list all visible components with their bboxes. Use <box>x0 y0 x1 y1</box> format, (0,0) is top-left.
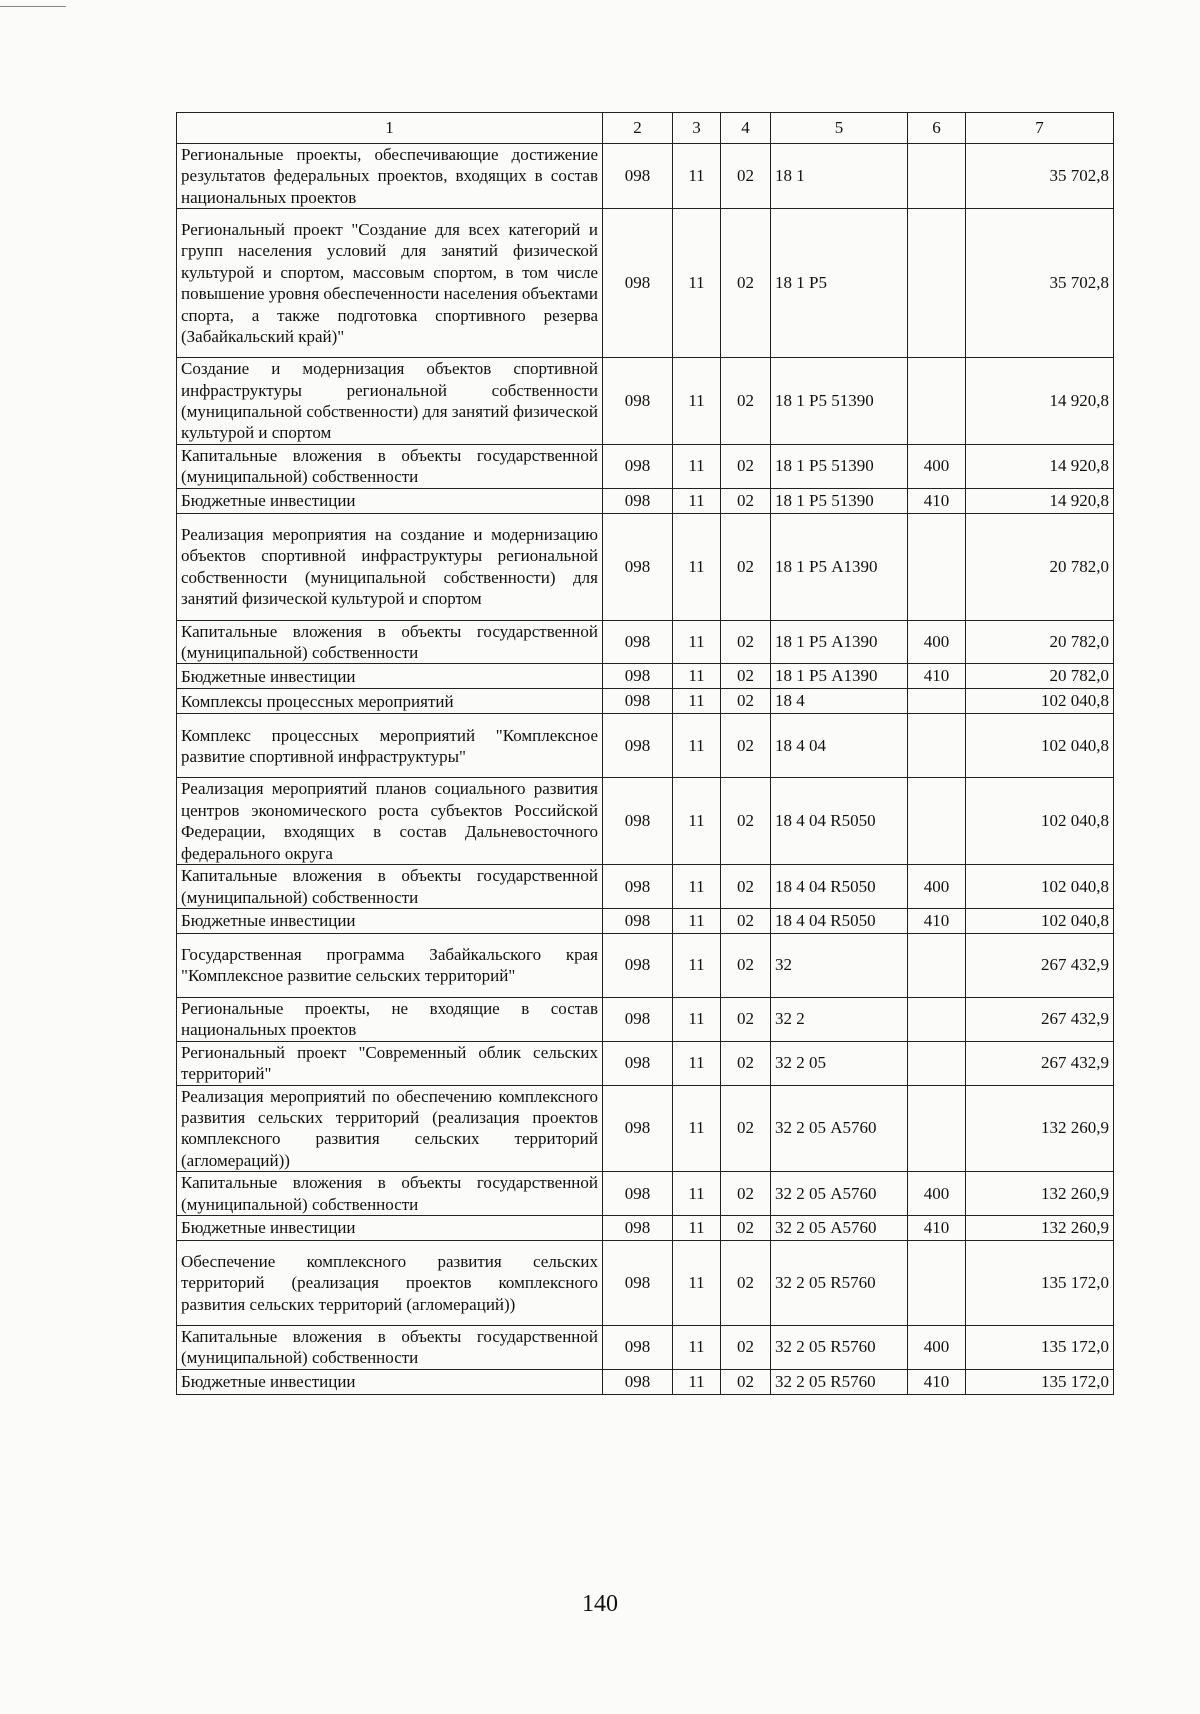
row-amount-cell: 267 432,9 <box>966 997 1114 1041</box>
row-subsection-cell: 02 <box>721 144 771 209</box>
row-grbs-cell: 098 <box>603 144 673 209</box>
row-subsection-cell: 02 <box>721 778 771 865</box>
row-section-cell: 11 <box>673 689 721 714</box>
scan-corner-mark <box>0 6 66 7</box>
row-amount-cell: 135 172,0 <box>966 1325 1114 1369</box>
row-name-cell: Капитальные вложения в объекты государственной (муниципальной) собственности <box>177 865 603 909</box>
row-subsection-cell: 02 <box>721 865 771 909</box>
row-subsection-cell: 02 <box>721 908 771 933</box>
row-subsection-cell: 02 <box>721 1369 771 1394</box>
row-expense-type-cell <box>908 997 966 1041</box>
table-row <box>177 144 1114 209</box>
row-subsection-cell: 02 <box>721 1085 771 1172</box>
row-target-code-cell: 18 1 Р5 51390 <box>771 444 908 488</box>
row-subsection-cell: 02 <box>721 933 771 997</box>
row-section-cell: 11 <box>673 444 721 488</box>
row-section-cell: 11 <box>673 1325 721 1369</box>
table-row <box>177 1172 1114 1216</box>
row-grbs-cell: 098 <box>603 1240 673 1325</box>
header-cell-3: 3 <box>673 113 721 144</box>
row-grbs-cell: 098 <box>603 209 673 358</box>
row-section-cell: 11 <box>673 513 721 620</box>
table-row <box>177 488 1114 513</box>
row-name-cell: Обеспечение комплексного развития сельских территорий (реализация проектов комплексного развития сельских территорий (агломераций)) <box>177 1240 603 1325</box>
row-target-code-cell: 32 2 <box>771 997 908 1041</box>
table-row <box>177 1085 1114 1172</box>
row-name-cell: Бюджетные инвестиции <box>177 908 603 933</box>
row-expense-type-cell: 410 <box>908 908 966 933</box>
row-grbs-cell: 098 <box>603 908 673 933</box>
row-grbs-cell: 098 <box>603 358 673 445</box>
table-row <box>177 1215 1114 1240</box>
row-subsection-cell: 02 <box>721 513 771 620</box>
row-target-code-cell: 18 1 Р5 А1390 <box>771 513 908 620</box>
row-target-code-cell: 18 1 <box>771 144 908 209</box>
row-section-cell: 11 <box>673 1172 721 1216</box>
row-target-code-cell: 32 2 05 <box>771 1041 908 1085</box>
row-grbs-cell: 098 <box>603 620 673 664</box>
row-expense-type-cell <box>908 1085 966 1172</box>
row-subsection-cell: 02 <box>721 488 771 513</box>
row-grbs-cell: 098 <box>603 933 673 997</box>
row-subsection-cell: 02 <box>721 997 771 1041</box>
row-subsection-cell: 02 <box>721 444 771 488</box>
row-target-code-cell: 32 2 05 R5760 <box>771 1240 908 1325</box>
budget-table <box>176 112 1114 1395</box>
row-name-cell: Бюджетные инвестиции <box>177 1215 603 1240</box>
table-row <box>177 714 1114 778</box>
page-number: 140 <box>582 1591 618 1617</box>
row-name-cell: Реализация мероприятия на создание и модернизацию объектов спортивной инфраструктуры региональной собственности (муниципальной собственности) для занятий физической культурой и спортом <box>177 513 603 620</box>
row-target-code-cell: 32 2 05 R5760 <box>771 1369 908 1394</box>
table-row <box>177 664 1114 689</box>
row-expense-type-cell: 400 <box>908 620 966 664</box>
row-target-code-cell: 18 1 Р5 А1390 <box>771 620 908 664</box>
row-expense-type-cell <box>908 513 966 620</box>
row-section-cell: 11 <box>673 209 721 358</box>
row-section-cell: 11 <box>673 778 721 865</box>
row-section-cell: 11 <box>673 358 721 445</box>
row-name-cell: Комплекс процессных мероприятий "Комплексное развитие спортивной инфраструктуры" <box>177 714 603 778</box>
row-name-cell: Региональные проекты, обеспечивающие достижение результатов федеральных проектов, входящих в состав национальных проектов <box>177 144 603 209</box>
row-expense-type-cell <box>908 358 966 445</box>
row-expense-type-cell <box>908 778 966 865</box>
table-row <box>177 997 1114 1041</box>
row-expense-type-cell <box>908 689 966 714</box>
row-section-cell: 11 <box>673 714 721 778</box>
table-row <box>177 933 1114 997</box>
row-target-code-cell: 18 4 <box>771 689 908 714</box>
row-amount-cell: 102 040,8 <box>966 714 1114 778</box>
table-row <box>177 209 1114 358</box>
row-expense-type-cell: 400 <box>908 865 966 909</box>
row-name-cell: Капитальные вложения в объекты государственной (муниципальной) собственности <box>177 1172 603 1216</box>
header-cell-2: 2 <box>603 113 673 144</box>
row-amount-cell: 135 172,0 <box>966 1369 1114 1394</box>
row-grbs-cell: 098 <box>603 997 673 1041</box>
header-cell-5: 5 <box>771 113 908 144</box>
row-section-cell: 11 <box>673 1240 721 1325</box>
row-amount-cell: 20 782,0 <box>966 620 1114 664</box>
header-cell-1: 1 <box>177 113 603 144</box>
row-section-cell: 11 <box>673 997 721 1041</box>
row-grbs-cell: 098 <box>603 1041 673 1085</box>
row-grbs-cell: 098 <box>603 1172 673 1216</box>
row-expense-type-cell <box>908 209 966 358</box>
row-name-cell: Государственная программа Забайкальского края "Комплексное развитие сельских территорий" <box>177 933 603 997</box>
row-amount-cell: 20 782,0 <box>966 513 1114 620</box>
row-amount-cell: 102 040,8 <box>966 908 1114 933</box>
row-expense-type-cell: 400 <box>908 1325 966 1369</box>
row-grbs-cell: 098 <box>603 444 673 488</box>
row-subsection-cell: 02 <box>721 209 771 358</box>
row-name-cell: Капитальные вложения в объекты государственной (муниципальной) собственности <box>177 444 603 488</box>
row-subsection-cell: 02 <box>721 664 771 689</box>
row-amount-cell: 20 782,0 <box>966 664 1114 689</box>
row-name-cell: Капитальные вложения в объекты государственной (муниципальной) собственности <box>177 1325 603 1369</box>
row-expense-type-cell: 410 <box>908 1369 966 1394</box>
row-target-code-cell: 18 4 04 <box>771 714 908 778</box>
table-row <box>177 358 1114 445</box>
table-row <box>177 689 1114 714</box>
row-amount-cell: 102 040,8 <box>966 778 1114 865</box>
row-grbs-cell: 098 <box>603 1085 673 1172</box>
row-expense-type-cell <box>908 933 966 997</box>
row-grbs-cell: 098 <box>603 664 673 689</box>
row-amount-cell: 132 260,9 <box>966 1172 1114 1216</box>
row-target-code-cell: 32 2 05 А5760 <box>771 1172 908 1216</box>
row-subsection-cell: 02 <box>721 1041 771 1085</box>
row-amount-cell: 135 172,0 <box>966 1240 1114 1325</box>
row-amount-cell: 14 920,8 <box>966 358 1114 445</box>
row-grbs-cell: 098 <box>603 1215 673 1240</box>
row-name-cell: Региональные проекты, не входящие в состав национальных проектов <box>177 997 603 1041</box>
table-row <box>177 1240 1114 1325</box>
row-name-cell: Региональный проект "Создание для всех категорий и групп населения условий для занятий физической культурой и спортом, массовым спортом, в том числе повышение уровня обеспеченности населения объектами спорта, а также подготовка спортивного резерва (Забайкальский край)" <box>177 209 603 358</box>
row-section-cell: 11 <box>673 908 721 933</box>
row-expense-type-cell: 410 <box>908 488 966 513</box>
row-subsection-cell: 02 <box>721 1240 771 1325</box>
row-expense-type-cell <box>908 714 966 778</box>
row-name-cell: Реализация мероприятий планов социального развития центров экономического роста субъектов Российской Федерации, входящих в состав Дальневосточного федерального округа <box>177 778 603 865</box>
header-cell-7: 7 <box>966 113 1114 144</box>
row-target-code-cell: 18 1 Р5 <box>771 209 908 358</box>
row-section-cell: 11 <box>673 620 721 664</box>
row-grbs-cell: 098 <box>603 488 673 513</box>
row-grbs-cell: 098 <box>603 1325 673 1369</box>
row-grbs-cell: 098 <box>603 689 673 714</box>
row-section-cell: 11 <box>673 865 721 909</box>
row-expense-type-cell: 410 <box>908 1215 966 1240</box>
row-grbs-cell: 098 <box>603 778 673 865</box>
row-target-code-cell: 18 4 04 R5050 <box>771 778 908 865</box>
row-expense-type-cell: 400 <box>908 444 966 488</box>
table-row <box>177 513 1114 620</box>
row-expense-type-cell <box>908 144 966 209</box>
row-expense-type-cell <box>908 1041 966 1085</box>
row-amount-cell: 102 040,8 <box>966 865 1114 909</box>
table-row <box>177 620 1114 664</box>
row-amount-cell: 14 920,8 <box>966 488 1114 513</box>
row-subsection-cell: 02 <box>721 1172 771 1216</box>
table-row <box>177 908 1114 933</box>
row-amount-cell: 102 040,8 <box>966 689 1114 714</box>
row-expense-type-cell <box>908 1240 966 1325</box>
header-row <box>177 113 1114 144</box>
row-name-cell: Региональный проект "Современный облик сельских территорий" <box>177 1041 603 1085</box>
row-name-cell: Бюджетные инвестиции <box>177 664 603 689</box>
row-target-code-cell: 18 1 Р5 А1390 <box>771 664 908 689</box>
header-cell-6: 6 <box>908 113 966 144</box>
row-section-cell: 11 <box>673 1085 721 1172</box>
row-section-cell: 11 <box>673 1041 721 1085</box>
row-subsection-cell: 02 <box>721 358 771 445</box>
row-amount-cell: 132 260,9 <box>966 1085 1114 1172</box>
row-section-cell: 11 <box>673 144 721 209</box>
row-name-cell: Бюджетные инвестиции <box>177 1369 603 1394</box>
row-target-code-cell: 18 1 Р5 51390 <box>771 488 908 513</box>
row-target-code-cell: 18 1 Р5 51390 <box>771 358 908 445</box>
row-subsection-cell: 02 <box>721 1325 771 1369</box>
row-amount-cell: 132 260,9 <box>966 1215 1114 1240</box>
row-name-cell: Капитальные вложения в объекты государственной (муниципальной) собственности <box>177 620 603 664</box>
row-target-code-cell: 32 2 05 R5760 <box>771 1325 908 1369</box>
table-row <box>177 865 1114 909</box>
row-grbs-cell: 098 <box>603 714 673 778</box>
header-cell-4: 4 <box>721 113 771 144</box>
row-target-code-cell: 18 4 04 R5050 <box>771 908 908 933</box>
row-subsection-cell: 02 <box>721 1215 771 1240</box>
row-section-cell: 11 <box>673 1215 721 1240</box>
row-subsection-cell: 02 <box>721 620 771 664</box>
row-grbs-cell: 098 <box>603 865 673 909</box>
row-section-cell: 11 <box>673 664 721 689</box>
row-expense-type-cell: 400 <box>908 1172 966 1216</box>
table-row <box>177 1325 1114 1369</box>
row-section-cell: 11 <box>673 933 721 997</box>
row-grbs-cell: 098 <box>603 513 673 620</box>
row-target-code-cell: 32 2 05 А5760 <box>771 1085 908 1172</box>
row-name-cell: Бюджетные инвестиции <box>177 488 603 513</box>
table-row <box>177 1041 1114 1085</box>
row-section-cell: 11 <box>673 488 721 513</box>
row-amount-cell: 14 920,8 <box>966 444 1114 488</box>
row-grbs-cell: 098 <box>603 1369 673 1394</box>
row-amount-cell: 267 432,9 <box>966 1041 1114 1085</box>
table-row <box>177 1369 1114 1394</box>
row-expense-type-cell: 410 <box>908 664 966 689</box>
row-target-code-cell: 32 <box>771 933 908 997</box>
row-amount-cell: 35 702,8 <box>966 209 1114 358</box>
row-amount-cell: 35 702,8 <box>966 144 1114 209</box>
row-subsection-cell: 02 <box>721 689 771 714</box>
row-target-code-cell: 32 2 05 А5760 <box>771 1215 908 1240</box>
row-name-cell: Реализация мероприятий по обеспечению комплексного развития сельских территорий (реализация проектов комплексного развития сельских территорий (агломераций)) <box>177 1085 603 1172</box>
row-name-cell: Комплексы процессных мероприятий <box>177 689 603 714</box>
table-row <box>177 778 1114 865</box>
row-section-cell: 11 <box>673 1369 721 1394</box>
table-row <box>177 444 1114 488</box>
row-name-cell: Создание и модернизация объектов спортивной инфраструктуры региональной собственности (муниципальной собственности) для занятий физической культурой и спортом <box>177 358 603 445</box>
row-target-code-cell: 18 4 04 R5050 <box>771 865 908 909</box>
row-amount-cell: 267 432,9 <box>966 933 1114 997</box>
row-subsection-cell: 02 <box>721 714 771 778</box>
